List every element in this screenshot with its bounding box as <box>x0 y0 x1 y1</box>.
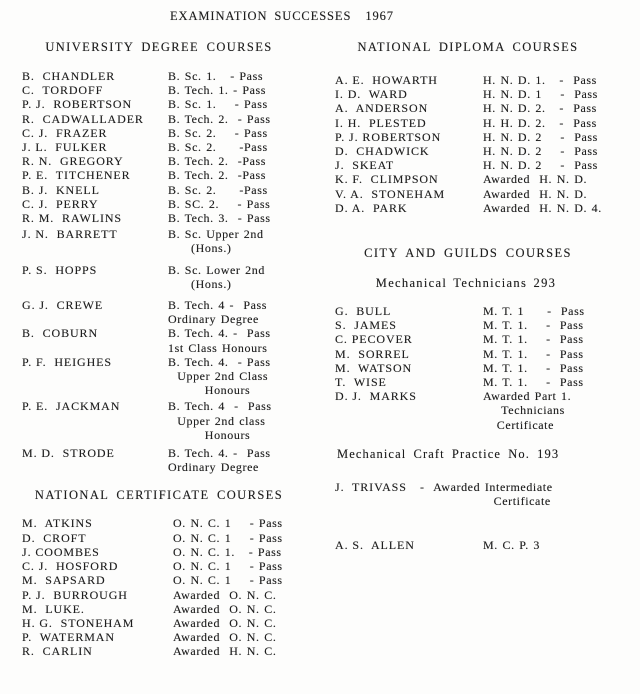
result-row <box>335 87 623 101</box>
university-degree-rows <box>22 69 308 474</box>
qualification-result: B. Tech. 1. - Pass <box>168 83 267 98</box>
result-row <box>335 201 623 215</box>
result-row <box>22 630 308 644</box>
result-row <box>335 304 623 318</box>
qualification-result: B. Sc. 1. - Pass <box>168 69 264 83</box>
student-name: M. LUKE. <box>22 601 85 616</box>
national-diploma-rows <box>335 73 623 215</box>
result-row <box>22 644 308 658</box>
city-and-guilds-heading: CITY AND GUILDS COURSES <box>364 246 572 261</box>
qualification-result: B. SC. 2. - Pass <box>168 196 271 211</box>
student-name: M. SORREL <box>335 346 410 361</box>
mechanical-craft-practice-rows <box>335 480 623 553</box>
student-name: S. JAMES <box>335 318 397 333</box>
result-row <box>22 211 308 225</box>
qualification-result: O. N. C. 1 - Pass <box>173 516 283 531</box>
qualification-result: O. N. C. 1 - Pass <box>173 573 283 588</box>
qualification-result: M. T. 1. - Pass <box>483 346 584 361</box>
student-name: P. WATERMAN <box>22 630 115 645</box>
qualification-result: Awarded O. N. C. <box>173 587 277 602</box>
result-row <box>22 97 308 111</box>
result-row <box>22 298 308 326</box>
student-name: P. J. ROBERTSON <box>22 97 133 112</box>
qualification-result: B. Tech. 2. -Pass <box>168 168 267 183</box>
student-name: P. E. TITCHENER <box>22 168 131 183</box>
student-name: R. N. GREGORY <box>22 154 124 169</box>
student-name: M. ATKINS <box>22 516 93 531</box>
student-name: J. SKEAT <box>335 158 395 173</box>
qualification-result: M. T. 1. - Pass <box>483 332 584 347</box>
qualification-result: B. Sc. 2. -Pass <box>168 140 268 155</box>
result-row <box>22 516 308 530</box>
result-row <box>22 140 308 154</box>
qualification-result: B. Tech. 3. - Pass <box>168 211 271 226</box>
result-row <box>22 616 308 630</box>
student-name: B. CHANDLER <box>22 69 116 83</box>
result-row <box>335 347 623 361</box>
result-row <box>335 130 623 144</box>
mechanical-technicians-subheading: Mechanical Technicians 293 <box>375 276 557 291</box>
result-row <box>335 318 623 332</box>
qualification-result: Awarded Part 1. Technicians Certificate <box>483 389 572 432</box>
qualification-result: B. Sc. 2. -Pass <box>168 182 268 197</box>
result-row <box>335 144 623 158</box>
student-name: C. J. PERRY <box>22 196 99 211</box>
result-row <box>335 187 623 201</box>
result-row <box>22 559 308 573</box>
result-row <box>335 158 623 172</box>
result-row <box>22 531 308 545</box>
result-row <box>22 326 308 354</box>
student-name: V. A. STONEHAM <box>335 186 446 201</box>
student-name: C. J. FRAZER <box>22 125 108 140</box>
qualification-result: B. Sc. Lower 2nd (Hons.) <box>168 262 265 291</box>
section-national-certificate <box>22 488 308 658</box>
student-name: H. G. STONEHAM <box>22 615 135 630</box>
result-row <box>22 573 308 587</box>
qualification-result: B. Tech. 2. - Pass <box>168 111 271 126</box>
qualification-result: H. N. D. 1. - Pass <box>483 73 597 87</box>
student-name: G. J. CREWE <box>22 298 104 313</box>
qualification-result: H. N. D. 2. - Pass <box>483 101 597 116</box>
student-name: T. WISE <box>335 375 387 390</box>
student-name: C. PECOVER <box>335 332 413 347</box>
result-row <box>22 112 308 126</box>
result-row <box>335 116 623 130</box>
qualification-result: B. Tech. 4. - Pass Upper 2nd Class Honours <box>168 354 271 398</box>
qualification-result: B. Sc. 1. - Pass <box>168 97 268 112</box>
student-name: I. H. PLESTED <box>335 115 427 130</box>
page-title: EXAMINATION SUCCESSES 1967 <box>170 9 394 23</box>
result-row <box>335 361 623 375</box>
qualification-result: B. Tech. 4. - Pass 1st Class Honours <box>168 326 271 355</box>
student-name: P. S. HOPPS <box>22 262 98 277</box>
city-and-guilds-rows <box>335 304 623 432</box>
qualification-result: B. Tech. 2. -Pass <box>168 154 267 169</box>
qualification-result: B. Sc. 2. - Pass <box>168 125 268 140</box>
result-row <box>22 399 308 442</box>
result-row <box>335 375 623 389</box>
student-name: D. CROFT <box>22 530 87 545</box>
qualification-result: H. N. D. 2 - Pass <box>483 144 598 159</box>
national-certificate-heading: NATIONAL CERTIFICATE COURSES <box>34 488 284 503</box>
student-name: C. TORDOFF <box>22 83 104 98</box>
student-name: J. TRIVASS <box>335 479 407 494</box>
student-name: M. SAPSARD <box>22 573 106 588</box>
qualification-result: H. H. D. 2. - Pass <box>483 115 597 130</box>
student-name: I. D. WARD <box>335 87 408 102</box>
result-row <box>335 538 623 552</box>
student-name: M. WATSON <box>335 360 413 375</box>
student-name: D. J. MARKS <box>335 389 417 404</box>
result-row <box>22 83 308 97</box>
qualification-result: O. N. C. 1 - Pass <box>173 530 283 545</box>
student-name: D. A. PARK <box>335 200 408 215</box>
qualification-result: H. N. D. 2 - Pass <box>483 158 598 173</box>
student-name: A. ANDERSON <box>335 101 429 116</box>
result-row <box>335 172 623 186</box>
result-row <box>22 126 308 140</box>
qualification-result: B. Tech. 4 - Pass Ordinary Degree <box>168 298 268 327</box>
qualification-result: M. T. 1. - Pass <box>483 375 584 390</box>
national-diploma-heading: NATIONAL DIPLOMA COURSES <box>357 40 579 54</box>
university-degree-heading: UNIVERSITY DEGREE COURSES <box>45 40 273 54</box>
student-name: J. COOMBES <box>22 544 100 559</box>
result-row <box>335 101 623 115</box>
qualification-result: M. T. 1. - Pass <box>483 318 584 333</box>
qualification-result: H. N. D. 2 - Pass <box>483 129 598 144</box>
result-row <box>22 168 308 182</box>
qualification-result: M. T. 1. - Pass <box>483 360 584 375</box>
result-row <box>22 588 308 602</box>
result-row <box>22 355 308 398</box>
qualification-result: - Awarded Intermediate Certificate <box>420 479 553 509</box>
student-name: P. J. BURROUGH <box>22 587 128 602</box>
result-row <box>22 183 308 197</box>
qualification-result: B. Tech. 4. - Pass Ordinary Degree <box>168 446 271 475</box>
student-name: B. COBURN <box>22 326 99 341</box>
student-name: M. D. STRODE <box>22 446 115 461</box>
qualification-result: H. N. D. 1 - Pass <box>483 87 598 102</box>
left-column <box>22 40 308 659</box>
result-row <box>22 197 308 211</box>
qualification-result: Awarded H. N. D. <box>483 172 588 187</box>
result-row <box>22 446 308 474</box>
student-name: B. J. KNELL <box>22 182 100 197</box>
national-certificate-rows <box>22 516 308 658</box>
result-row <box>22 154 308 168</box>
qualification-result: O. N. C. 1. - Pass <box>173 544 282 559</box>
student-name: R. CADWALLADER <box>22 111 144 126</box>
student-name: R. CARLIN <box>22 644 93 659</box>
qualification-result: Awarded H. N. D. 4. <box>483 200 602 215</box>
student-name: P. E. JACKMAN <box>22 399 121 414</box>
result-row <box>22 69 308 83</box>
result-row <box>22 545 308 559</box>
result-row <box>22 263 308 291</box>
student-name: R. M. RAWLINS <box>22 211 122 226</box>
result-row <box>335 389 623 432</box>
student-name: J. N. BARRETT <box>22 227 118 242</box>
result-row <box>335 73 623 87</box>
right-column <box>335 40 623 552</box>
result-row <box>335 480 623 508</box>
mechanical-craft-practice-heading: Mechanical Craft Practice No. 193 <box>337 446 560 461</box>
section-mechanical-craft-practice <box>335 447 623 553</box>
student-name: A. S. ALLEN <box>335 538 415 553</box>
qualification-result: Awarded O. N. C. <box>173 615 277 630</box>
student-name: D. CHADWICK <box>335 144 430 159</box>
student-name: K. F. CLIMPSON <box>335 172 439 187</box>
qualification-result: Awarded H. N. D. <box>483 186 588 201</box>
student-name: G. BULL <box>335 304 392 319</box>
student-name: A. E. HOWARTH <box>335 73 438 87</box>
student-name: P. F. HEIGHES <box>22 354 112 369</box>
student-name: J. L. FULKER <box>22 140 108 155</box>
qualification-result: M. C. P. 3 <box>483 538 541 553</box>
qualification-result: O. N. C. 1 - Pass <box>173 559 283 574</box>
result-row <box>22 227 308 255</box>
qualification-result: Awarded O. N. C. <box>173 601 277 616</box>
qualification-result: B. Sc. Upper 2nd (Hons.) <box>168 227 264 256</box>
result-row <box>335 332 623 346</box>
student-name: P. J. ROBERTSON <box>335 129 442 144</box>
qualification-result: Awarded O. N. C. <box>173 630 277 645</box>
section-city-and-guilds <box>335 246 623 432</box>
qualification-result: Awarded H. N. C. <box>173 644 277 659</box>
section-national-diploma <box>335 40 623 215</box>
qualification-result: M. T. 1 - Pass <box>483 304 585 319</box>
section-university-degree <box>22 40 308 474</box>
result-row <box>22 602 308 616</box>
student-name: C. J. HOSFORD <box>22 559 119 574</box>
qualification-result: B. Tech. 4 - Pass Upper 2nd class Honours <box>168 399 272 442</box>
